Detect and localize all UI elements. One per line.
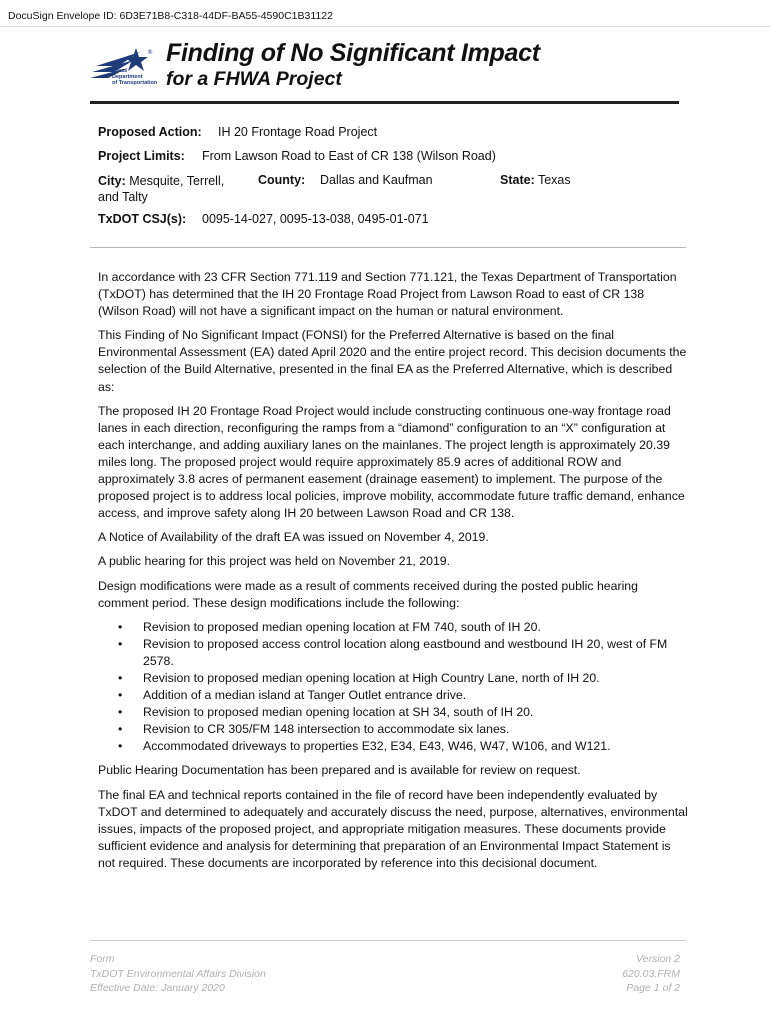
logo-line: of Transportation (112, 80, 158, 86)
proposed-action-value: IH 20 Frontage Road Project (218, 125, 378, 139)
csj-label: TxDOT CSJ(s): (98, 212, 187, 226)
footer-page-number: Page 1 of 2 (626, 982, 680, 994)
design-modifications-list (98, 619, 688, 756)
list-item-text: Revision to proposed median opening location at FM 740, south of IH 20. (143, 619, 541, 634)
document-subtitle: for a FHWA Project (166, 68, 342, 90)
svg-text:®: ® (147, 49, 153, 56)
footer-form-number: 620.03.FRM (622, 967, 680, 980)
list-item (98, 619, 688, 636)
city-value-cont: and Talty (98, 190, 148, 204)
docusign-envelope-id: DocuSign Envelope ID: 6D3E71B8-C318-44DF-BA55-4590C1B31122 (8, 10, 333, 22)
list-item-text: Revision to proposed access control location along eastbound and westbound IH 20, west of FM 2578. (143, 636, 668, 668)
list-item-text: Revision to proposed median opening location at SH 34, south of IH 20. (143, 705, 534, 720)
paragraph: The final EA and technical reports contained in the file of record have been independently evaluated by TxDOT and determined to adequately and accurately discuss the need, purpose, alternatives, environmental issues, impacts of the proposed project, and appropriate mitigation measures. These documents provide sufficient evidence and analysis for determining that preparation of an Environmental Impact Statement is not required. These documents are incorporated by reference into this decisional document. (98, 787, 688, 870)
list-item-text: Revision to proposed median opening location at High Country Lane, north of IH 20. (143, 670, 600, 685)
paragraph: In accordance with 23 CFR Section 771.119 and Section 771.121, the Texas Department of Transportation (TxDOT) has determined that the IH 20 Frontage Road Project from Lawson Road to east of CR 138 (Wilson Road) will not have a significant impact on the human or natural environment. (98, 270, 677, 319)
list-item (98, 670, 688, 687)
bullet: • (118, 688, 123, 703)
city-label: City: (98, 174, 126, 188)
title-rule (90, 101, 679, 104)
footer-effective-date: Effective Date: January 2020 (90, 982, 225, 994)
footer-division: TxDOT Environmental Affairs Division (90, 967, 266, 980)
document-title: Finding of No Significant Impact (166, 39, 540, 67)
county-value: Dallas and Kaufman (320, 173, 433, 187)
paragraph: Design modifications were made as a result of comments received during the posted public hearing comment period. These design modifications include the following: (98, 578, 638, 610)
document-body (98, 269, 688, 879)
list-item-text: Revision to CR 305/FM 148 intersection to accommodate six lanes. (143, 722, 510, 737)
state-block (500, 173, 571, 187)
paragraph: A public hearing for this project was held on November 21, 2019. (98, 554, 451, 569)
city-block (98, 173, 224, 205)
footer-form-label: Form (90, 953, 115, 965)
paragraph: A Notice of Availability of the draft EA was issued on November 4, 2019. (98, 530, 489, 545)
list-item (98, 721, 688, 738)
county-label: County: (258, 173, 306, 187)
state-label: State: (500, 173, 535, 187)
list-item-text: Accommodated driveways to properties E32, E34, E43, W46, W47, W106, and W121. (143, 739, 611, 754)
footer-version: Version 2 (636, 953, 680, 965)
footer-version-info (622, 952, 680, 996)
csj-value: 0095-14-027, 0095-13-038, 0495-01-071 (202, 212, 429, 226)
state-value: Texas (537, 173, 571, 187)
project-limits-value: From Lawson Road to East of CR 138 (Wilson Road) (202, 149, 496, 163)
logo-line: Department (112, 74, 143, 80)
list-item (98, 704, 688, 721)
paragraph: This Finding of No Significant Impact (FONSI) for the Preferred Alternative is based on the final Environmental Assessment (EA) dated April 2020 and the entire project record. This decision documents the selection of the Build Alternative, presented in the final EA as the Preferred Alternative, which is described as: (98, 328, 687, 394)
bullet: • (118, 636, 123, 651)
paragraph: The proposed IH 20 Frontage Road Project would include constructing continuous one-way frontage road lanes in each direction, reconfiguring the ramps from a “diamond” configuration to an “X” configuration at each interchange, and adding auxiliary lanes on the mainlanes. The project length is approximately 20.39 miles long. The proposed project would require approximately 85.9 acres of additional ROW and approximately 3.8 acres of permanent easement (drainage easement) to implement. The purpose of the proposed project is to address local policies, improve mobility, accommodate future traffic demand, enhance access, and improve safety along IH 20 between Lawson Road and CR 138. (98, 403, 685, 521)
footer-rule (90, 940, 686, 941)
proposed-action-label: Proposed Action: (98, 125, 202, 139)
logo-line: Texas (112, 68, 128, 74)
bullet: • (118, 670, 123, 685)
footer-form-info (90, 952, 266, 996)
section-divider (90, 247, 686, 248)
list-item (98, 738, 688, 755)
bullet: • (118, 705, 123, 720)
list-item (98, 636, 688, 670)
project-limits-label: Project Limits: (98, 149, 185, 163)
bullet: • (118, 619, 123, 634)
list-item-text: Addition of a median island at Tanger Outlet entrance drive. (143, 688, 467, 703)
txdot-logo-text (112, 68, 157, 86)
paragraph: Public Hearing Documentation has been prepared and is available for review on request. (98, 763, 581, 778)
list-item (98, 687, 688, 704)
city-value: Mesquite, Terrell, (129, 174, 225, 188)
page-top-divider (0, 26, 770, 27)
page-footer (90, 940, 686, 994)
bullet: • (118, 739, 123, 754)
bullet: • (118, 722, 123, 737)
